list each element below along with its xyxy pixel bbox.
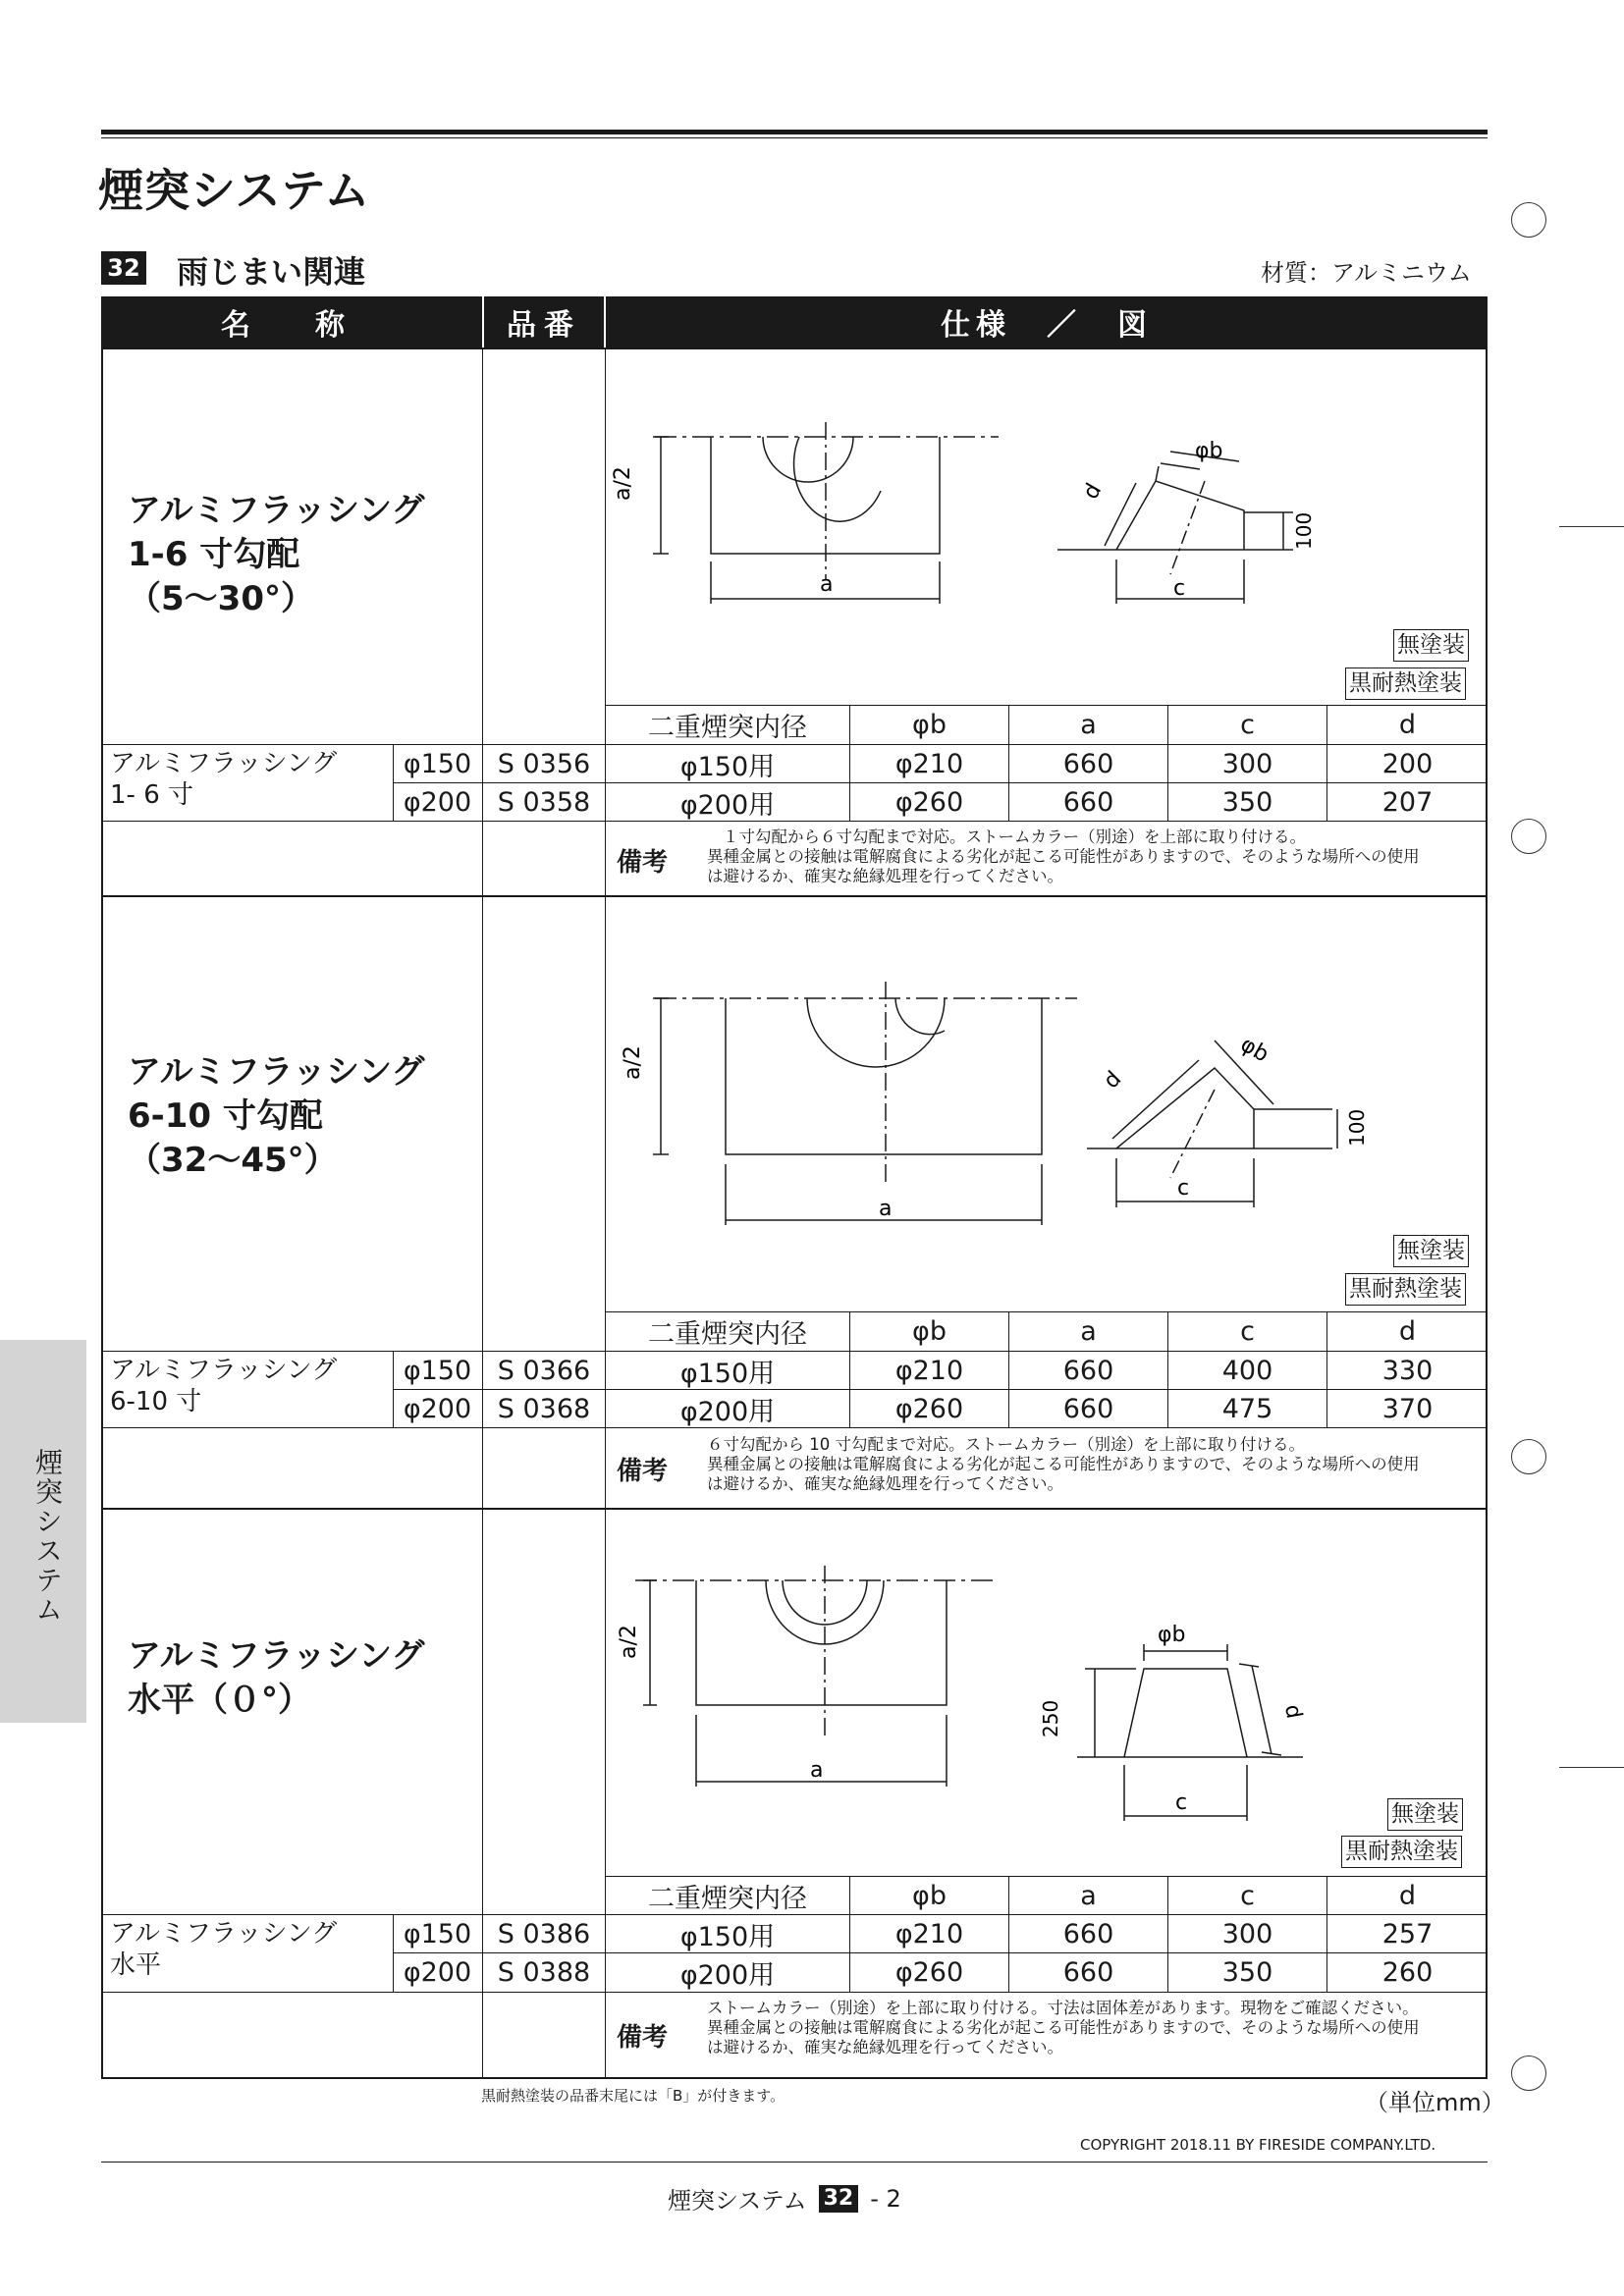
- code-cell: S 0368: [497, 1393, 591, 1424]
- binder-hole-icon: [1511, 202, 1546, 238]
- col-header: a: [1080, 1880, 1097, 1911]
- row-name: アルミフラッシング 1- 6 寸: [110, 749, 338, 810]
- header-name: 名 称: [101, 296, 482, 347]
- diagram-horizontal: [606, 1551, 1488, 1836]
- material-label: 材質：アルミニウム: [1261, 259, 1472, 287]
- a-cell: 660: [1062, 786, 1114, 818]
- col-header: d: [1398, 710, 1417, 740]
- c-cell: 300: [1221, 748, 1273, 779]
- col-header: φb: [912, 1316, 947, 1347]
- inner-cell: φ200用: [679, 1396, 776, 1427]
- inner-cell: φ200用: [679, 1960, 776, 1991]
- size-cell: φ200: [403, 1393, 472, 1424]
- dim-label: 250: [1039, 1699, 1062, 1737]
- a-cell: 660: [1062, 1918, 1114, 1949]
- dim-label: a: [820, 572, 834, 597]
- code-cell: S 0358: [497, 786, 591, 818]
- c-cell: 400: [1221, 1355, 1273, 1386]
- diagram-1-6: [606, 393, 1488, 667]
- footer-rule: [101, 2162, 1488, 2163]
- phi-b-cell: φ210: [894, 1918, 964, 1949]
- inner-cell: φ150用: [679, 1358, 776, 1389]
- col-header: d: [1398, 1880, 1417, 1911]
- finish-tag: 無塗装: [1393, 629, 1469, 662]
- finish-tag: 無塗装: [1387, 1798, 1463, 1831]
- page-footer: [668, 2181, 901, 2216]
- d-cell: 330: [1381, 1355, 1434, 1386]
- a-cell: 660: [1062, 748, 1114, 779]
- footer-page: - 2: [870, 2184, 901, 2213]
- c-cell: 350: [1221, 1957, 1273, 1988]
- unit-label: （単位mm）: [1365, 2089, 1505, 2116]
- section-line: [101, 895, 1488, 897]
- product-title: アルミフラッシング 6-10 寸勾配 （32～45°）: [128, 1052, 425, 1180]
- col-header: c: [1240, 1316, 1255, 1347]
- size-cell: φ200: [403, 786, 472, 818]
- inner-cell: φ150用: [679, 1921, 776, 1952]
- product-title: アルミフラッシング 水平（０°）: [128, 1636, 425, 1720]
- phi-b-cell: φ210: [894, 1355, 964, 1386]
- dim-label: φb: [1236, 1032, 1273, 1068]
- footnote: 黒耐熱塗装の品番末尾には「B」が付きます。: [481, 2087, 785, 2105]
- dim-label: c: [1177, 1176, 1190, 1201]
- dim-label: d: [1099, 1066, 1127, 1095]
- col-header: 二重煙突内径: [648, 713, 807, 743]
- code-cell: S 0388: [497, 1957, 591, 1988]
- dim-label: a/2: [611, 466, 635, 501]
- size-cell: φ150: [403, 1355, 472, 1386]
- top-rule-thick: [101, 130, 1488, 134]
- size-cell: φ200: [403, 1957, 472, 1988]
- d-cell: 257: [1381, 1918, 1434, 1949]
- col-header: c: [1240, 710, 1255, 740]
- footer-title: 煙突システム: [668, 2187, 807, 2215]
- finish-tag: 無塗装: [1393, 1235, 1469, 1267]
- remarks-label: 備考: [617, 848, 669, 878]
- phi-b-cell: φ260: [894, 1957, 964, 1988]
- remarks-text: ストームカラー（別途）を上部に取り付ける。寸法は固体差があります。現物をご確認ください。 異種金属との接触は電解腐食による劣化が起こる可能性がありますので、そのような場所への使用 は避けるか、確実な絶縁処理を行ってください。: [707, 1999, 1420, 2056]
- footer-badge: 32: [819, 2185, 859, 2213]
- binder-hole-icon: [1511, 2056, 1546, 2091]
- dim-label: 100: [1345, 1108, 1369, 1147]
- remarks-text: １寸勾配から６寸勾配まで対応。ストームカラー（別途）を上部に取り付ける。 異種金属との接触は電解腐食による劣化が起こる可能性がありますので、そのような場所への使用 は避けるか、確実な絶縁処理を行ってください。: [707, 828, 1420, 885]
- code-cell: S 0386: [497, 1918, 591, 1949]
- remarks-text: ６寸勾配から 10 寸勾配まで対応。ストームカラー（別途）を上部に取り付ける。 異種金属との接触は電解腐食による劣化が起こる可能性がありますので、そのような場所への使用 は避けるか、確実な絶縁処理を行ってください。: [707, 1435, 1420, 1493]
- row-name: アルミフラッシング 6-10 寸: [110, 1356, 338, 1416]
- d-cell: 370: [1381, 1393, 1434, 1424]
- dim-label: d: [1078, 479, 1108, 504]
- remarks-label: 備考: [617, 2023, 669, 2053]
- remarks-label: 備考: [617, 1457, 669, 1486]
- col-header: 二重煙突内径: [648, 1883, 807, 1914]
- finish-tag: 黒耐熱塗装: [1341, 1836, 1462, 1868]
- inner-cell: φ200用: [679, 789, 776, 821]
- dim-label: d: [1279, 1702, 1307, 1721]
- dim-label: 100: [1292, 511, 1316, 550]
- dim-label: φb: [1158, 1623, 1186, 1647]
- binder-hole-icon: [1511, 1439, 1546, 1474]
- page-title: 煙突システム: [98, 164, 371, 217]
- row-name: アルミフラッシング 水平: [110, 1919, 338, 1980]
- finish-tag: 黒耐熱塗装: [1345, 1273, 1466, 1306]
- col-header: φb: [912, 1880, 947, 1911]
- a-cell: 660: [1062, 1957, 1114, 1988]
- col-header: a: [1080, 710, 1097, 740]
- c-cell: 475: [1221, 1393, 1273, 1424]
- dim-label: a/2: [621, 1045, 645, 1080]
- a-cell: 660: [1062, 1355, 1114, 1386]
- row-line: [101, 821, 1488, 822]
- col-header: a: [1080, 1316, 1097, 1347]
- side-tab-label: 煙突システム: [31, 1448, 64, 1625]
- diagram-6-10: [606, 972, 1488, 1256]
- phi-b-cell: φ260: [894, 786, 964, 818]
- margin-tick: [1559, 526, 1624, 527]
- binder-hole-icon: [1511, 819, 1546, 854]
- header-spec: 仕様 ／ 図: [606, 296, 1488, 347]
- inner-cell: φ150用: [679, 751, 776, 782]
- d-cell: 207: [1381, 786, 1434, 818]
- c-cell: 300: [1221, 1918, 1273, 1949]
- dim-label: a: [879, 1197, 893, 1221]
- code-cell: S 0366: [497, 1355, 591, 1386]
- col-header: 二重煙突内径: [648, 1319, 807, 1350]
- d-cell: 200: [1381, 748, 1434, 779]
- col-header: d: [1398, 1316, 1417, 1347]
- phi-b-cell: φ260: [894, 1393, 964, 1424]
- size-cell: φ150: [403, 1918, 472, 1949]
- dim-label: c: [1173, 576, 1186, 601]
- c-cell: 350: [1221, 786, 1273, 818]
- product-title: アルミフラッシング 1-6 寸勾配 （5～30°）: [128, 491, 425, 618]
- d-cell: 260: [1381, 1957, 1434, 1988]
- section-line: [101, 1508, 1488, 1510]
- col-header: φb: [912, 710, 947, 740]
- top-rule-thin: [101, 137, 1488, 138]
- copyright: COPYRIGHT 2018.11 BY FIRESIDE COMPANY.LTD.: [1080, 2136, 1436, 2154]
- dim-label: a: [810, 1758, 824, 1783]
- col-divider: [482, 347, 483, 2079]
- dim-label: c: [1175, 1790, 1188, 1815]
- header-code: 品番: [484, 296, 604, 347]
- finish-tag: 黒耐熱塗装: [1345, 667, 1466, 700]
- a-cell: 660: [1062, 1393, 1114, 1424]
- col-header: c: [1240, 1880, 1255, 1911]
- phi-b-cell: φ210: [894, 748, 964, 779]
- row-line: [101, 1427, 1488, 1428]
- code-cell: S 0356: [497, 748, 591, 779]
- section-number-badge: 32: [101, 251, 146, 285]
- size-cell: φ150: [403, 748, 472, 779]
- dim-label: a/2: [617, 1625, 641, 1659]
- section-title: 雨じまい関連: [177, 253, 366, 291]
- row-line: [101, 1992, 1488, 1993]
- dim-label: φb: [1195, 439, 1223, 463]
- margin-tick: [1559, 1767, 1624, 1768]
